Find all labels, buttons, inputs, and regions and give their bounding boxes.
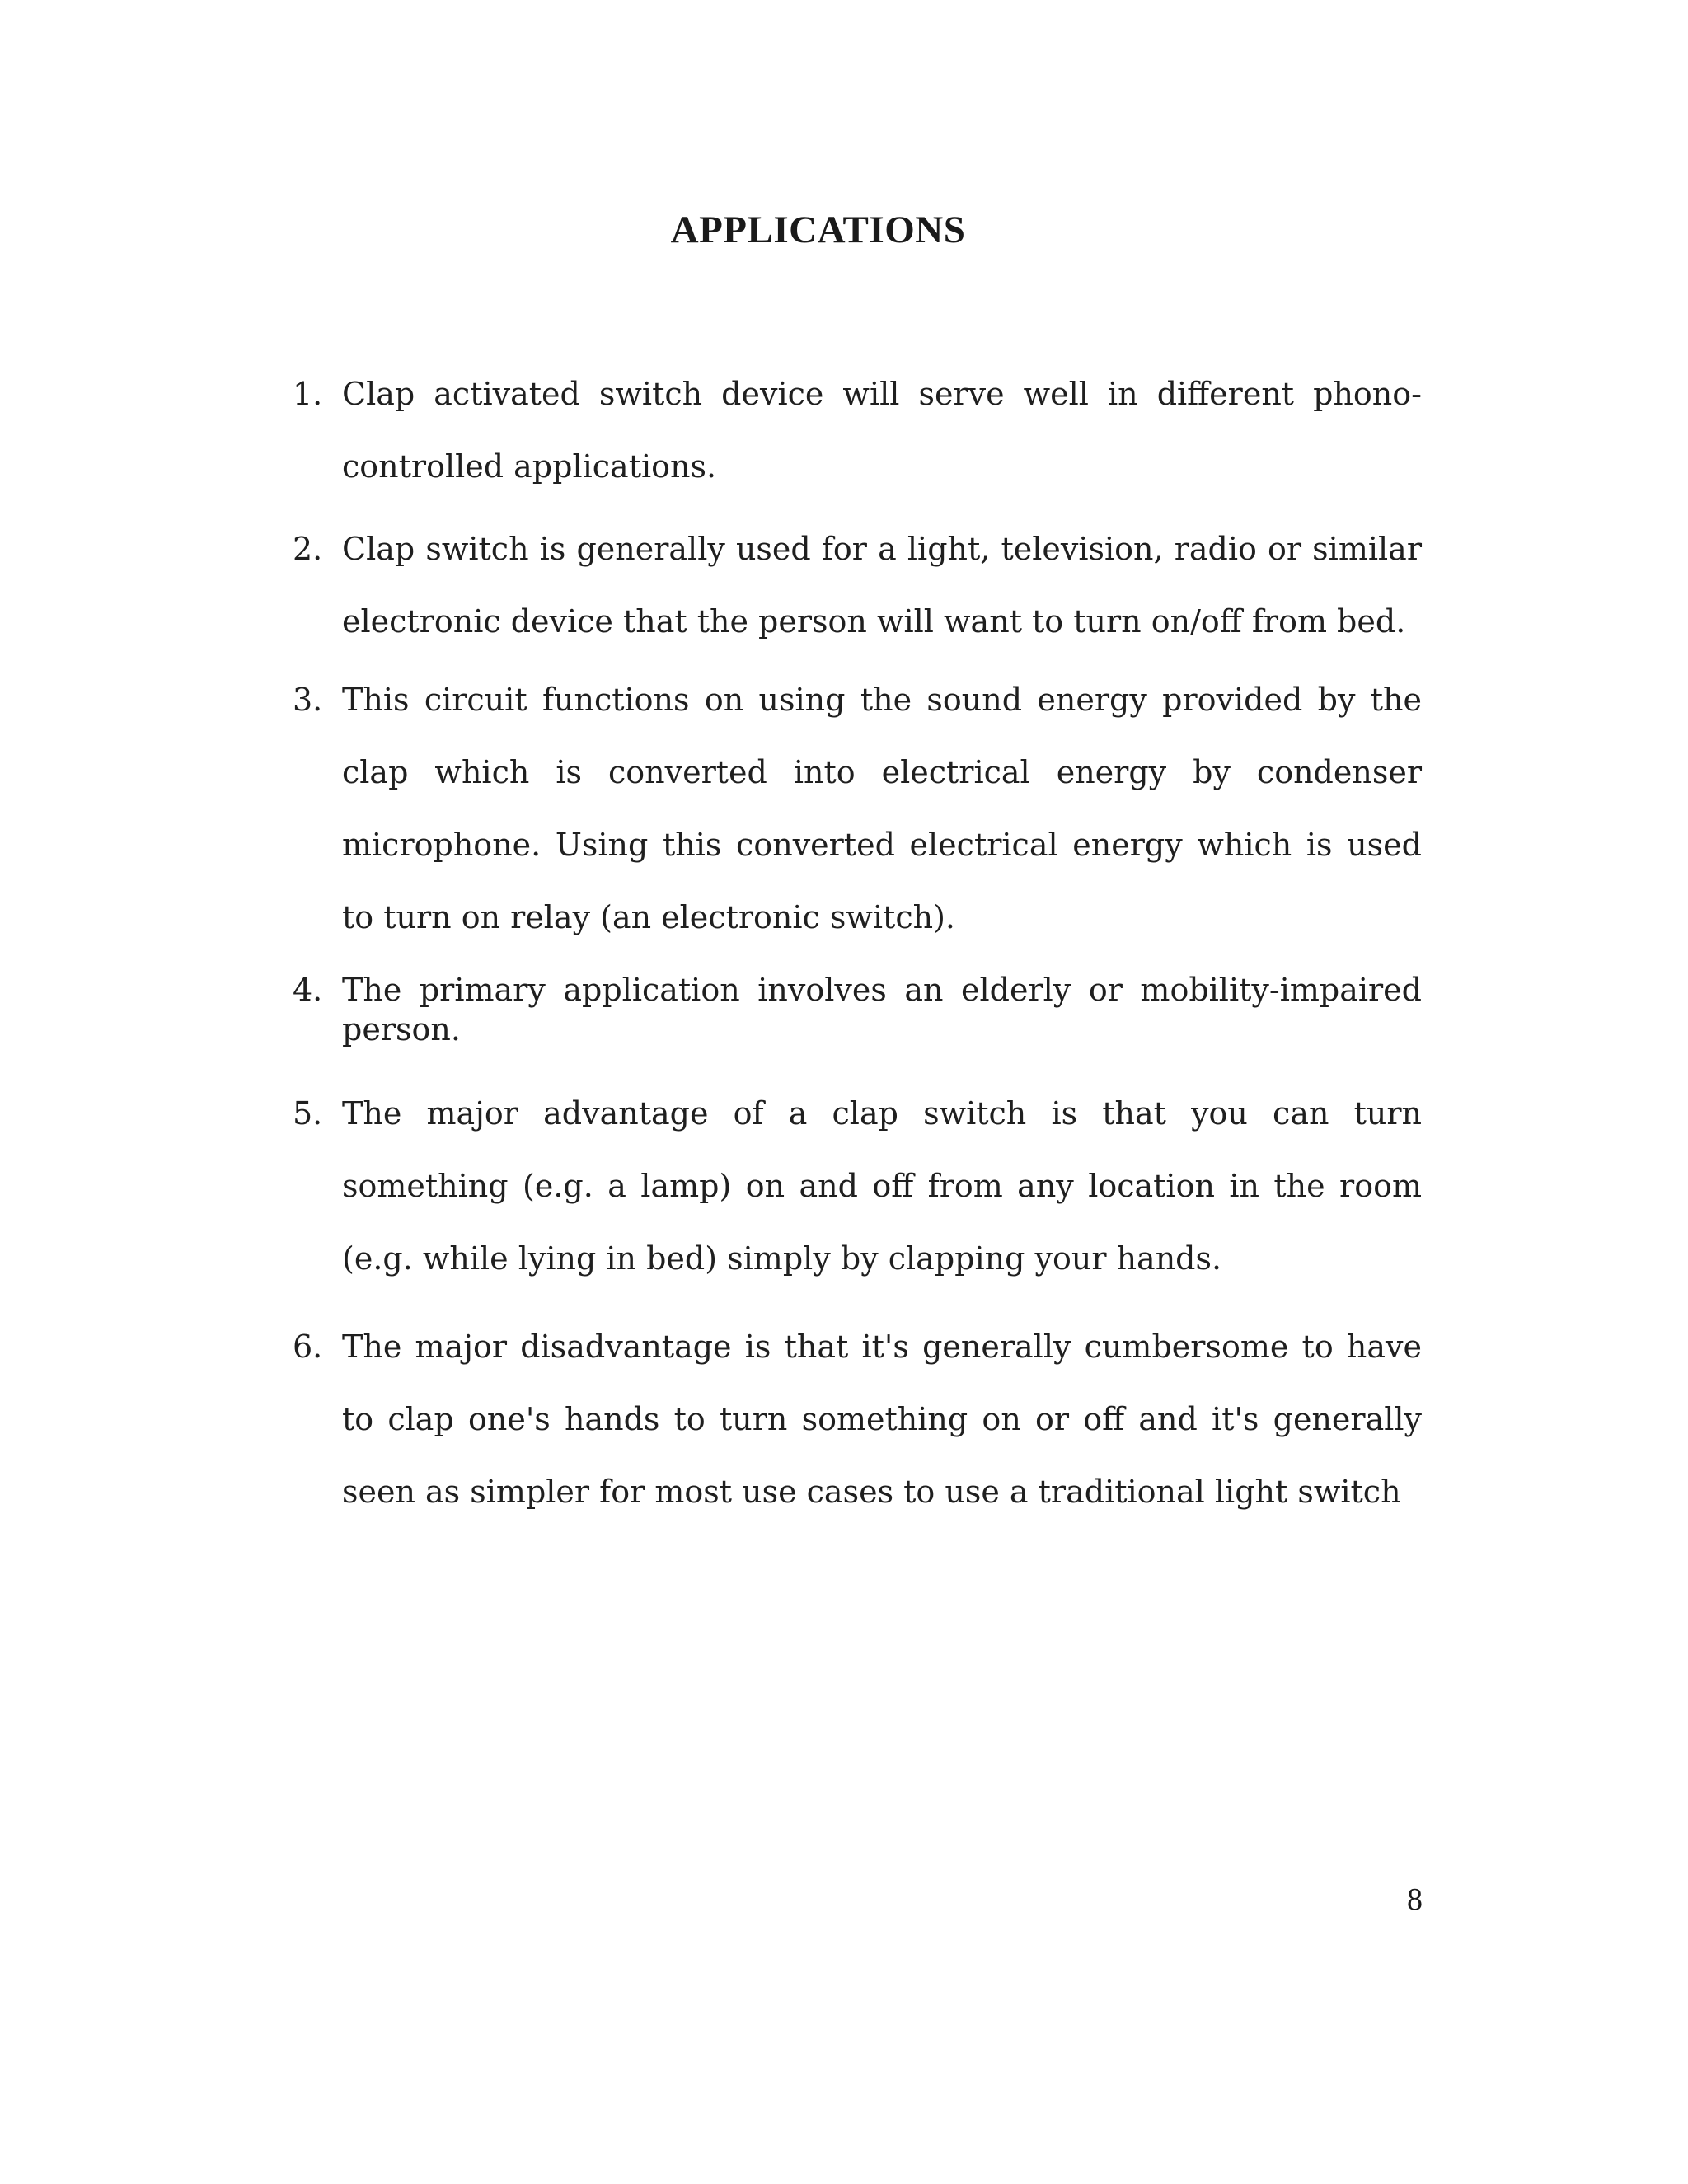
list-item	[293, 358, 1422, 503]
list-item-number: 2.	[293, 531, 323, 567]
list-item-number: 4.	[293, 972, 323, 1008]
list-item-text: The primary application involves an elderly or mobility-impaired person.	[342, 972, 1422, 1047]
page-number: 8	[1407, 1882, 1423, 1917]
list-item	[293, 1310, 1422, 1528]
list-item-text: This circuit functions on using the sound energy provided by the clap which is converted into electrical energy by condenser microphone. Using this converted electrical energy which is used to turn on relay (an electronic switch).	[342, 682, 1422, 935]
list-item-number: 6.	[293, 1329, 323, 1365]
list-item	[293, 970, 1422, 1049]
list-item-text: Clap switch is generally used for a light, television, radio or similar electronic device that the person will want to turn on/off from bed.	[342, 531, 1422, 640]
list-item-number: 1.	[293, 376, 323, 412]
list-item	[293, 513, 1422, 658]
list-item-text: The major disadvantage is that it's generally cumbersome to have to clap one's hands to turn something on or off and it's generally seen as simpler for most use cases to use a traditional light switch	[342, 1329, 1422, 1510]
list-item-number: 3.	[293, 682, 323, 718]
list-item	[293, 663, 1422, 954]
list-item-text: The major advantage of a clap switch is that you can turn something (e.g. a lamp) on and off from any location in the room (e.g. while lying in bed) simply by clapping your hands.	[342, 1095, 1422, 1277]
list-item-text: Clap activated switch device will serve well in different phono-controlled applications.	[342, 376, 1422, 485]
list-item-number: 5.	[293, 1095, 323, 1132]
list-item	[293, 1077, 1422, 1295]
page-title: APPLICATIONS	[670, 209, 966, 251]
